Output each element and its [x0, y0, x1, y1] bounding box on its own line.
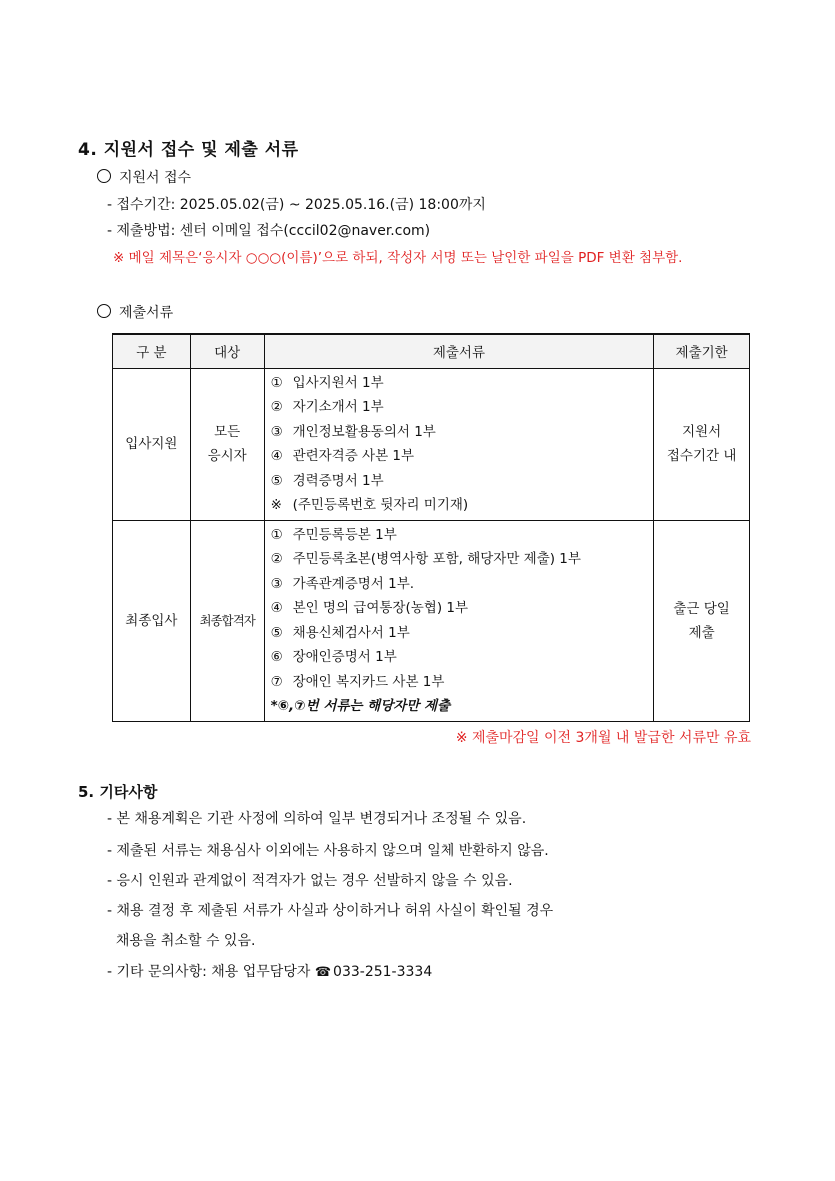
item-text: 주민등록등본 1부: [292, 526, 397, 543]
row-target: 최종합격자: [190, 520, 264, 721]
item-text: 채용신체검사서 1부: [292, 624, 410, 641]
documents-table: [112, 333, 750, 722]
row-deadline: 지원서 접수기간 내: [654, 368, 750, 520]
item-number: ③: [270, 575, 283, 592]
phone-icon: ☎: [314, 965, 332, 980]
item-number: ③: [270, 423, 283, 440]
row-target: 모든 응시자: [190, 368, 264, 520]
item-text: 관련자격증 사본 1부: [292, 448, 415, 464]
table-row: [113, 368, 750, 520]
row-deadline: 출근 당일 제출: [654, 520, 750, 721]
list-item: [271, 645, 648, 670]
circle-bullet-icon: [97, 169, 111, 183]
item-text: 자기소개서 1부: [292, 399, 384, 415]
list-item: [271, 621, 648, 646]
item-text: 개인정보활용동의서 1부: [292, 423, 436, 440]
item-text: 장애인증명서 1부: [292, 649, 397, 665]
list-item: [271, 572, 648, 597]
header-category: 구 분: [113, 334, 191, 368]
documents-footnote: ※ 제출마감일 이전 3개월 내 발급한 서류만 유효: [455, 730, 751, 746]
list-item: [271, 420, 648, 445]
item-number: ①: [270, 374, 283, 391]
list-item: [271, 493, 648, 518]
reception-heading-label: 지원서 접수: [119, 170, 192, 186]
reception-note: ※ 메일 제목은‘응시자 ○○○(이름)’으로 하되, 작성자 서명 또는 날인한 파일을 PDF 변환 첨부함.: [113, 250, 683, 266]
item-text: 경력증명서 1부: [292, 472, 384, 489]
row-items: [264, 520, 654, 721]
row-items: [264, 368, 654, 520]
item-number: ※: [270, 497, 282, 513]
list-item: [271, 371, 648, 396]
item-number: ②: [270, 399, 283, 415]
item-text: 입사지원서 1부: [292, 374, 384, 391]
header-target: 대상: [190, 334, 264, 368]
item-text: 주민등록초본(병역사항 포함, 해당자만 제출) 1부: [292, 551, 581, 567]
item-number: ⑦: [270, 673, 283, 690]
item-text: (주민등록번호 뒷자리 미기재): [292, 497, 469, 513]
header-deadline: 제출기한: [654, 334, 750, 368]
item-text: 장애인 복지카드 사본 1부: [292, 673, 445, 690]
item-text: 가족관계증명서 1부.: [292, 575, 415, 592]
item-number: ④: [270, 600, 283, 616]
notice-item: - 제출된 서류는 채용심사 이외에는 사용하지 않으며 일체 반환하지 않음.: [107, 843, 549, 859]
reception-method: - 제출방법: 센터 이메일 접수(cccil02@naver.com): [107, 223, 431, 239]
item-number: ⑥: [270, 649, 283, 665]
section5-title: 5. 기타사항: [78, 783, 158, 801]
documents-heading-label: 제출서류: [119, 305, 174, 321]
circle-bullet-icon: [97, 304, 111, 318]
row-category: 입사지원: [113, 368, 191, 520]
list-item: [271, 395, 648, 420]
notice-item: - 본 채용계획은 기관 사정에 의하여 일부 변경되거나 조정될 수 있음.: [107, 811, 527, 827]
reception-period: - 접수기간: 2025.05.02(금) ~ 2025.05.16.(금) 18:00까지: [107, 197, 486, 213]
contact-line: [107, 961, 432, 981]
list-item: [271, 547, 648, 572]
item-text: 본인 명의 급여통장(농협) 1부: [292, 600, 469, 616]
row-category: 최종입사: [113, 520, 191, 721]
list-item: [271, 444, 648, 469]
section4-title: 4. 지원서 접수 및 제출 서류: [78, 140, 299, 160]
table-header-row: [113, 334, 750, 368]
item-number: ①: [270, 526, 283, 543]
list-item: [271, 670, 648, 695]
table-row: [113, 520, 750, 721]
list-item: [271, 469, 648, 494]
documents-heading: [97, 302, 173, 322]
header-documents: 제출서류: [264, 334, 654, 368]
item-number: ⑤: [270, 472, 283, 489]
item-number: ②: [270, 551, 283, 567]
notice-item: - 채용 결정 후 제출된 서류가 사실과 상이하거나 허위 사실이 확인될 경우: [107, 903, 554, 919]
item-number: ④: [270, 448, 283, 464]
contact-label: - 기타 문의사항: 채용 업무담당자: [107, 964, 315, 980]
notice-item: - 응시 인원과 관계없이 적격자가 없는 경우 선발하지 않을 수 있음.: [107, 873, 513, 889]
reception-heading: [97, 167, 191, 187]
list-item: [271, 596, 648, 621]
item-number: ⑤: [270, 624, 283, 641]
items-note: *⑥,⑦번 서류는 해당자만 제출: [270, 698, 451, 714]
contact-phone: 033-251-3334: [333, 964, 433, 980]
list-item: [271, 523, 648, 548]
notice-item: 채용을 취소할 수 있음.: [107, 933, 256, 949]
